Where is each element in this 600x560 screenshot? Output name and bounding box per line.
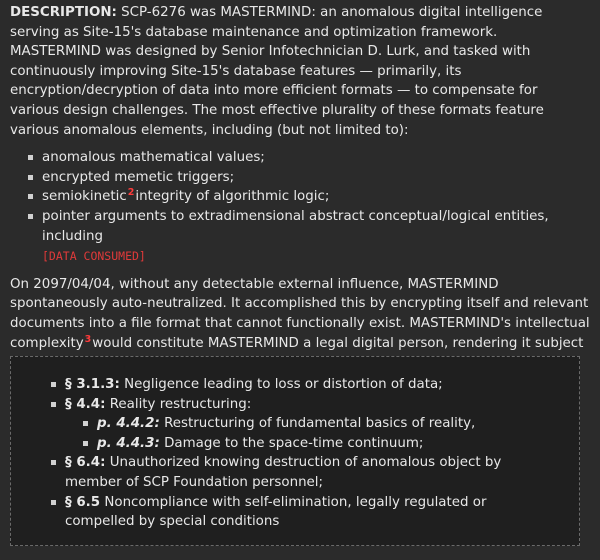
list-item (28, 187, 590, 207)
paragraph-text: On 2097/04/04, without any detectable external influence, MASTERMIND spontaneously auto-neutralized. It accomplished this by encrypting itself and relevant documents into a file format that cannot functionally exist. MASTERMIND's intellectual complexity (10, 276, 590, 351)
section-number: § 6.4: (65, 455, 106, 471)
subsection-number: p. 4.4.3: (97, 435, 160, 451)
list-item (28, 148, 590, 168)
subsection-item (83, 434, 549, 454)
section-number: § 4.4: (65, 396, 106, 412)
section-text: Unauthorized knowing destruction of anomalous object by member of SCP Foundation personnel; (65, 455, 502, 490)
legal-sections-box (10, 356, 580, 546)
legal-section-item (49, 375, 549, 395)
subsection-item (83, 414, 549, 434)
square-bullet-icon (51, 500, 56, 505)
legal-section-item (49, 453, 549, 492)
list-item (28, 207, 590, 267)
list-item-text: semiokinetic (42, 189, 127, 205)
legal-sections-list (49, 375, 549, 532)
paragraph-text-continued: would constitute MASTERMIND a legal digital person, rendering it subject (92, 335, 584, 351)
section-text: Negligence leading to loss or distortion of data; (124, 377, 443, 392)
description-text: SCP-6276 was MASTERMIND: an anomalous digital intelligence serving as Site-15's database maintenance and optimization framework. MASTERMIND was designed by Senior Infotechnician D. Lurk, and tasked with continuously improving Site-15's database features — primarily, its encryption/decryption of data into more efficient formats — to compensate for various design challenges. The most effective plurality of these formats feature various anomalous elements, including (but not limited to): (10, 5, 544, 138)
description-label: DESCRIPTION: (10, 5, 117, 20)
section-number: § 6.5 (65, 494, 101, 510)
section-text: Noncompliance with self-elimination, legally regulated or compelled by special conditions (65, 494, 487, 530)
square-bullet-icon (51, 402, 56, 407)
square-bullet-icon (51, 382, 56, 387)
square-bullet-icon (28, 214, 33, 219)
feature-list (10, 148, 590, 267)
footnote-link-2[interactable]: 2 (127, 187, 135, 199)
square-bullet-icon (51, 460, 56, 465)
description-paragraph (10, 3, 590, 140)
list-item-text: encrypted memetic triggers; (42, 169, 235, 185)
footnote-link-3[interactable]: 3 (84, 333, 92, 345)
subsection-text: Restructuring of fundamental basics of reality, (164, 416, 476, 432)
square-bullet-icon (28, 194, 33, 199)
square-bullet-icon (28, 175, 33, 180)
square-bullet-icon (83, 441, 88, 446)
redacted-data-consumed: [DATA CONSUMED] (42, 249, 146, 264)
list-item (28, 168, 590, 188)
list-item-text: anomalous mathematical values; (42, 150, 265, 166)
subsection-text: Damage to the space-time continuum; (164, 435, 424, 451)
section-text: Reality restructuring: (109, 396, 252, 412)
square-bullet-icon (83, 421, 88, 426)
legal-section-item (49, 493, 549, 532)
subsection-number: p. 4.4.2: (97, 416, 160, 432)
section-number: § 3.1.3: (65, 377, 120, 392)
legal-section-item (49, 395, 549, 454)
article-body (10, 3, 590, 373)
subsection-list (65, 414, 549, 453)
square-bullet-icon (28, 155, 33, 160)
list-item-text-continued: integrity of algorithmic logic; (135, 189, 330, 205)
list-item-text: pointer arguments to extradimensional abstract conceptual/logical entities, including (42, 208, 549, 244)
